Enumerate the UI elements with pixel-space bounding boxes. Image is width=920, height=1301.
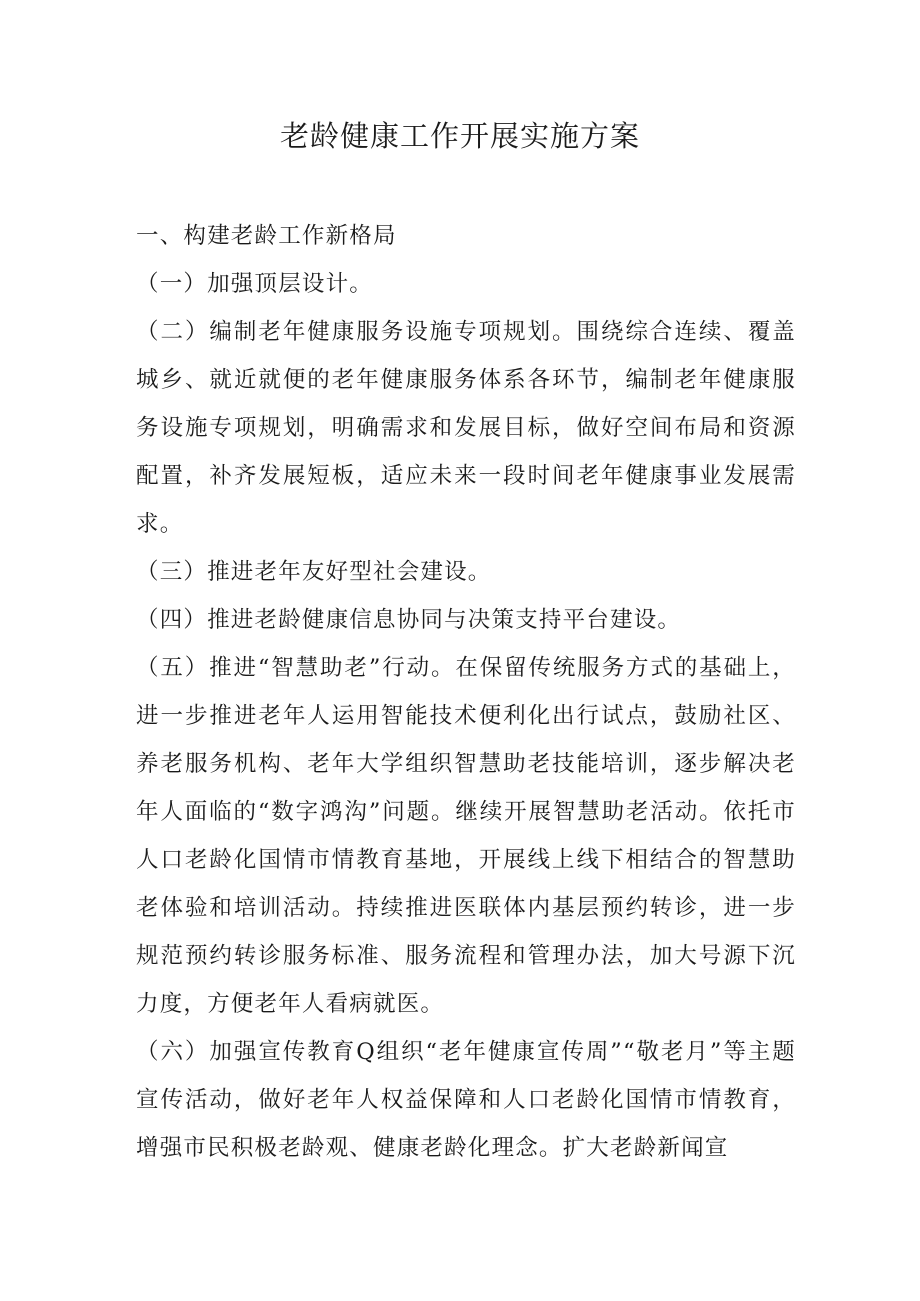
paragraph-item-6: （六）加强宣传教育Q组织“老年健康宣传周”“敬老月”等主题宣传活动，做好老年人权益保障和人口老龄化国情市情教育，增强市民积极老龄观、健康老龄化理念。扩大老龄新闻宣	[136, 1039, 796, 1161]
document-body	[136, 212, 796, 1172]
paragraph-item-1: （一）加强顶层设计。	[136, 271, 374, 297]
paragraph-item-5: （五）推进“智慧助老”行动。在保留传统服务方式的基础上，进一步推进老年人运用智能技术便利化出行试点，鼓励社区、养老服务机构、老年大学组织智慧助老技能培训，逐步解决老年人面临的“数字鸿沟”问题。继续开展智慧助老活动。依托市人口老龄化国情市情教育基地，开展线上线下相结合的智慧助老体验和培训活动。持续推进医联体内基层预约转诊，进一步规范预约转诊服务标准、服务流程和管理办法，加大号源下沉力度，方便老年人看病就医。	[136, 655, 796, 1017]
section-heading: 一、构建老龄工作新格局	[136, 223, 397, 249]
paragraph-item-4: （四）推进老龄健康信息协同与决策支持平台建设。	[136, 607, 682, 633]
document-title: 老龄健康工作开展实施方案	[279, 119, 640, 153]
paragraph-item-3: （三）推进老年友好型社会建设。	[136, 559, 492, 585]
paragraph-item-2: （二）编制老年健康服务设施专项规划。围绕综合连续、覆盖城乡、就近就便的老年健康服务体系各环节，编制老年健康服务设施专项规划，明确需求和发展目标，做好空间布局和资源配置，补齐发展短板，适应未来一段时间老年健康事业发展需求。	[136, 319, 796, 537]
